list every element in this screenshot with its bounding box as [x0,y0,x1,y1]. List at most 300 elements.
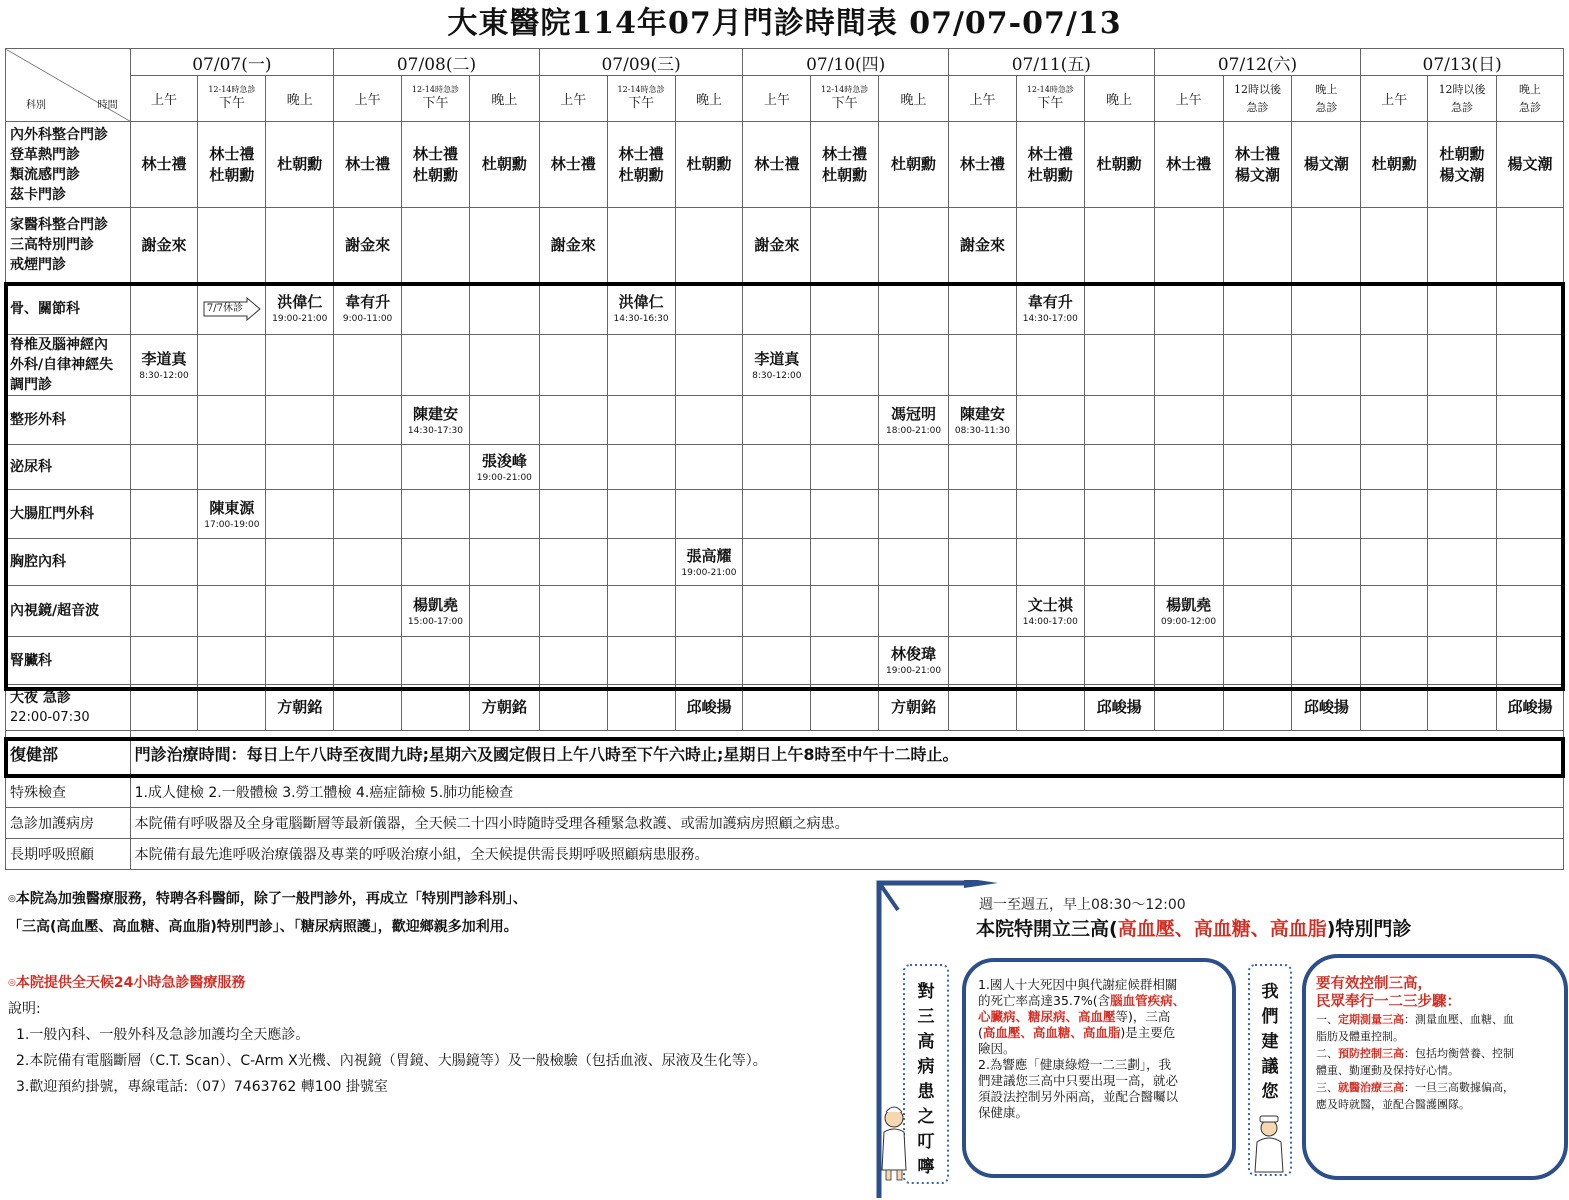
info-text: 1.成人健檢 2.一般體檢 3.勞工體檢 4.癌症篩檢 5.肺功能檢查 [130,777,1563,808]
schedule-cell [1223,490,1292,539]
doctor-name: 楊凱堯 [412,595,458,614]
schedule-cell [539,283,607,335]
slot-evening-er [1497,76,1564,122]
risk-line-6: 2.為響應「健康綠燈一二三劃」，我 [978,1057,1172,1072]
schedule-cell [743,208,811,283]
info-row [6,808,1564,839]
slot-evening-label: 晚上 [1315,82,1338,96]
schedule-cell [879,539,949,586]
schedule-cell [1361,539,1428,586]
notes-intro [8,888,868,910]
slot-noon-er-note: 12-14時急診 [411,84,459,94]
explain-item-2: 2.本院備有電腦斷層（C.T. Scan）、C-Arm X光機、內視鏡（胃鏡、大腸鏡等）及一般檢驗（包括血液、尿液及生化等）。 [16,1053,767,1069]
schedule-cell [1497,685,1564,731]
schedule-cell [1154,396,1223,445]
slot-er-label: 急診 [1315,100,1338,114]
schedule-cell [1361,396,1428,445]
clinic-hours: 19:00-21:00 [272,314,328,324]
schedule-cell [198,490,266,539]
doctor-entry [1224,144,1292,186]
schedule-cell [1361,637,1428,685]
schedule-cell [607,396,675,445]
schedule-cell [198,637,266,685]
day-header-1: 07/08(二) [334,49,540,76]
schedule-cell [743,335,811,396]
schedule-cell [1016,637,1084,685]
schedule-cell [1084,396,1154,445]
doctor-entry [949,235,1016,256]
risk-line-4 [978,1025,1228,1041]
step-1-key: 定期測量三高 [1338,1013,1404,1026]
schedule-cell [1497,122,1564,208]
schedule-cell [1497,539,1564,586]
slot-after-noon-er [1428,76,1497,122]
department-name [6,396,131,445]
info-text: 本院備有最先進呼吸治療儀器及專業的呼吸治療小組，全天候提供需長期呼吸照顧病患服務。 [130,839,1563,870]
schedule-cell [198,539,266,586]
doctor-entry [676,154,743,175]
rehab-row [6,731,1564,777]
slot-evening-label: 晚上 [1519,82,1541,96]
schedule-row [6,586,1564,637]
schedule-cell [1016,586,1084,637]
doctor-name: 杜朝勳 [1439,144,1485,163]
step-2 [1316,1045,1556,1062]
department-name-line: 大夜 急診 [10,689,71,706]
slot-morning: 上午 [334,76,402,122]
risk-line-7: 們建議您三高中只要出現一高，就必 [978,1073,1179,1088]
department-name-line: 脊椎及腦神經內 [10,337,108,353]
emergency-service-note [8,972,868,994]
department-name [6,208,131,283]
schedule-cell [402,685,470,731]
schedule-cell [469,396,539,445]
step-2-key: 預防控制三高 [1338,1047,1404,1060]
schedule-cell [1154,637,1223,685]
schedule-cell [1428,445,1497,490]
schedule-cell [1016,539,1084,586]
schedule-cell [1292,208,1361,283]
doctor-name: 方朝銘 [891,698,937,716]
step-3-cont: 應及時就醫，並配合醫護團隊。 [1316,1098,1470,1111]
schedule-cell [1016,445,1084,490]
doctor-entry [608,144,675,186]
risk-info-box [978,977,1228,1121]
doctor-name: 杜朝勳 [412,165,458,184]
schedule-cell [949,539,1017,586]
schedule-cell [539,637,607,685]
schedule-cell [1084,445,1154,490]
clinic-hours: 9:00-11:00 [342,314,393,324]
doctor-entry [131,154,198,175]
info-text: 本院備有呼吸器及全身電腦斷層等最新儀器，全天候二十四小時隨時受理各種緊急救護、或需加護病房照顧之病患。 [130,808,1563,839]
doctor-name: 韋有升 [345,293,391,311]
department-name [6,122,131,208]
schedule-cell [1361,208,1428,283]
schedule-cell [130,490,198,539]
schedule-cell [334,208,402,283]
step-1 [1316,1011,1556,1028]
doctor-entry [131,235,198,256]
clinic-hours: 8:30-12:00 [752,370,802,381]
schedule-cell [1497,208,1564,283]
schedule-cell [607,586,675,637]
step-2-num: 二、 [1316,1047,1338,1060]
info-label: 急診加護病房 [6,808,131,839]
bullet-icon: ◎ [8,978,16,988]
department-name-line: 外科/自律神經失 [10,357,114,373]
schedule-cell [1084,490,1154,539]
schedule-cell [539,539,607,586]
schedule-cell [1223,208,1292,283]
schedule-cell [402,335,470,396]
schedule-cell [1292,283,1361,335]
slot-afternoon-label: 下午 [831,95,858,111]
doctor-name: 林士禮 [550,155,596,173]
doctor-name: 張浚峰 [481,451,527,470]
doctor-entry [266,154,333,175]
doctor-name: 謝金來 [550,235,596,254]
department-name-line: 整形外科 [10,412,66,428]
schedule-cell [1361,122,1428,208]
slot-afternoon [607,76,675,122]
doctor-entry [1497,154,1563,175]
schedule-cell [1154,283,1223,335]
schedule-cell [743,586,811,637]
headline-pre: 本院特開立三高( [976,918,1118,940]
schedule-cell [879,445,949,490]
schedule-cell [949,445,1017,490]
schedule-cell [1223,122,1292,208]
closed-notice-text: 7/7休診 [206,302,243,314]
schedule-table [5,48,1564,870]
doctor-entry [879,404,948,437]
step-2-text: ：包括均衡營養、控制 [1404,1047,1514,1060]
doctor-name: 杜朝勳 [1096,155,1142,173]
schedule-cell [743,539,811,586]
schedule-cell [1428,637,1497,685]
schedule-cell [607,208,675,283]
schedule-cell [469,208,539,283]
department-name-line: 內外科整合門診 [10,126,108,143]
risk-line-4b: 高血壓、高血糖、高血脂 [982,1025,1121,1040]
schedule-row [6,490,1564,539]
schedule-cell [1084,335,1154,396]
three-highs-promo [876,880,1569,1200]
doctor-name: 邱峻揚 [1507,698,1553,716]
doctor-entry [879,697,948,718]
schedule-cell [1084,586,1154,637]
schedule-cell [1497,335,1564,396]
doctor-name: 韋有升 [1027,293,1073,311]
doctor-entry [949,154,1016,175]
schedule-cell [607,490,675,539]
schedule-cell [949,685,1017,731]
schedule-cell [607,335,675,396]
schedule-cell [949,283,1017,335]
slot-afternoon-label: 下午 [628,95,655,111]
schedule-cell [1497,490,1564,539]
doctor-name: 林士禮 [754,155,800,173]
doctor-name: 楊文潮 [1234,165,1280,184]
slot-noon-er-note: 12-14時急診 [821,84,869,94]
doctor-entry [1155,154,1223,175]
day-header-5: 07/12(六) [1154,49,1361,76]
doctor-name: 杜朝勳 [891,155,937,173]
doctor-entry [402,144,469,186]
doctor-entry [949,404,1016,437]
doctor-name: 文士祺 [1027,595,1073,614]
doctor-entry [1017,292,1084,325]
schedule-cell [949,490,1017,539]
schedule-cell [1497,586,1564,637]
schedule-cell [539,122,607,208]
schedule-cell [1428,335,1497,396]
step-3 [1316,1079,1556,1096]
schedule-row [6,637,1564,685]
schedule-cell [130,396,198,445]
schedule-cell [539,586,607,637]
doctor-name: 林士禮 [141,155,187,173]
closed-notice [203,297,261,321]
schedule-cell [1016,335,1084,396]
schedule-cell [607,283,675,335]
schedule-cell [334,335,402,396]
schedule-row [6,122,1564,208]
schedule-cell [266,637,334,685]
doctor-entry [334,235,401,256]
clinic-hours: 15:00-17:00 [407,616,464,627]
schedule-cell [811,283,879,335]
schedule-cell [402,539,470,586]
schedule-cell [1223,283,1292,335]
schedule-cell [607,122,675,208]
corner-time-label: 時間 [97,100,118,111]
schedule-cell [743,490,811,539]
schedule-cell [198,396,266,445]
step-1-text: ：測量血壓、血糖、血 [1404,1013,1514,1026]
doctor-name: 邱峻揚 [686,698,732,716]
slot-afternoon [402,76,470,122]
schedule-cell [1428,283,1497,335]
department-name [6,685,131,731]
doctor-name: 杜朝勳 [618,165,664,184]
doctor-name: 邱峻揚 [1096,698,1142,716]
doctor-name: 陳建安 [412,404,458,423]
schedule-cell [675,490,743,539]
schedule-cell [1292,445,1361,490]
doctor-name: 林士禮 [209,144,255,163]
doctor-entry [198,144,265,186]
schedule-cell [334,445,402,490]
doctor-entry [266,292,333,325]
slot-noon-er-note: 12-14時急診 [208,84,256,94]
slot-evening: 晚上 [675,76,743,122]
clinic-hours: 09:00-12:00 [1161,616,1217,627]
schedule-cell [402,122,470,208]
doctor-entry [879,154,948,175]
schedule-cell [607,539,675,586]
doctor-name: 杜朝勳 [686,155,732,173]
doctor-entry [1155,595,1223,628]
schedule-cell [1154,539,1223,586]
schedule-cell [1016,685,1084,731]
schedule-cell [266,685,334,731]
day-header-2: 07/09(三) [539,49,743,76]
doctor-name: 杜朝勳 [277,155,323,173]
schedule-cell [811,445,879,490]
schedule-cell [1016,490,1084,539]
doctor-entry [1085,154,1154,175]
schedule-cell [1223,539,1292,586]
doctor-name: 李道真 [754,349,800,368]
clinic-hours: 08:30-11:30 [954,425,1010,436]
doctor-name: 杜朝勳 [1371,155,1417,173]
schedule-cell [266,283,334,335]
notes-line-2: 「三高(高血壓、高血糖、高血脂)特別門診」、「糖尿病照護」，歡迎鄉親多加利用。 [8,919,518,935]
schedule-cell [334,490,402,539]
doctor-name: 李道真 [141,349,187,368]
risk-line-2a: 的死亡率高達35.7%(含 [978,993,1111,1008]
schedule-cell [879,685,949,731]
schedule-cell [469,122,539,208]
department-name-line: 泌尿科 [10,459,52,475]
explain-title: 說明: [8,1001,41,1017]
doctor-entry [879,644,948,677]
doctor-entry [1497,697,1563,718]
schedule-cell [402,490,470,539]
schedule-cell [1084,685,1154,731]
department-name-line: 骨、關節科 [10,300,80,317]
slot-morning: 上午 [539,76,607,122]
slot-header-row [6,76,1564,122]
slot-morning: 上午 [1154,76,1223,122]
schedule-cell [879,637,949,685]
schedule-cell [1292,539,1361,586]
schedule-cell [879,283,949,335]
schedule-cell [811,208,879,283]
schedule-cell [1223,335,1292,396]
schedule-cell [469,637,539,685]
schedule-cell [130,283,198,335]
doctor-name: 陳東源 [209,498,255,517]
doctor-entry [676,546,743,579]
slot-morning: 上午 [1361,76,1428,122]
schedule-cell [675,208,743,283]
slot-noon-er-note: 12-14時急診 [1026,84,1074,94]
schedule-cell [539,490,607,539]
schedule-cell [1428,208,1497,283]
doctor-entry [198,498,265,531]
doctor-icon [1255,1116,1283,1172]
schedule-cell [539,208,607,283]
schedule-cell [539,396,607,445]
schedule-cell [949,335,1017,396]
schedule-cell [469,685,539,731]
schedule-cell [675,586,743,637]
schedule-cell [198,445,266,490]
doctor-name: 方朝銘 [277,698,323,716]
doctor-name: 楊凱堯 [1166,595,1212,614]
schedule-cell [1292,122,1361,208]
doctor-name: 林士禮 [1027,144,1073,163]
schedule-cell [334,539,402,586]
schedule-cell [1428,586,1497,637]
department-name-line: 大腸肛門外科 [10,506,94,522]
slot-er-label: 急診 [1519,100,1541,114]
department-name [6,335,131,396]
schedule-cell [743,637,811,685]
clinic-hours: 14:30-17:30 [407,425,464,436]
doctor-entry [402,595,469,628]
slot-afternoon-label: 下午 [1037,95,1064,111]
schedule-cell [675,539,743,586]
schedule-cell [1497,283,1564,335]
schedule-row [6,539,1564,586]
schedule-cell [1223,685,1292,731]
slot-evening: 晚上 [469,76,539,122]
headline-red: 高血壓、高血糖、高血脂 [1117,918,1327,940]
schedule-cell [949,396,1017,445]
step-3-num: 三、 [1316,1081,1338,1094]
department-name [6,283,131,335]
department-name-line: 調門診 [10,377,52,393]
schedule-cell [198,685,266,731]
schedule-cell [675,396,743,445]
slot-afternoon-label: 下午 [218,95,245,111]
schedule-cell [266,122,334,208]
steps-heading-1: 要有效控制三高， [1316,976,1432,992]
schedule-cell [198,586,266,637]
schedule-cell [1292,490,1361,539]
schedule-cell [1016,122,1084,208]
schedule-cell [334,685,402,731]
doctor-entry [743,349,810,382]
schedule-cell [402,208,470,283]
schedule-cell [1223,445,1292,490]
rehab-hours: 門診治療時間：每日上午八時至夜間九時;星期六及國定假日上午八時至下午六時止;星期日上午8時至中午十二時止。 [130,731,1563,777]
schedule-cell [811,396,879,445]
schedule-cell [266,396,334,445]
department-name-line: 登革熱門診 [10,146,80,163]
risk-line-4c: )是主要危 [1120,1025,1176,1040]
slot-afternoon [811,76,879,122]
schedule-cell [130,335,198,396]
info-row [6,777,1564,808]
schedule-cell [1292,586,1361,637]
schedule-cell [130,586,198,637]
schedule-cell [743,445,811,490]
department-name [6,539,131,586]
schedule-cell [1361,685,1428,731]
schedule-cell [1016,208,1084,283]
doctor-name: 楊文潮 [1303,155,1349,173]
schedule-cell [266,335,334,396]
doctor-name: 洪偉仁 [618,293,664,311]
schedule-cell [607,445,675,490]
clinic-hours: 19:00-21:00 [886,666,942,676]
schedule-cell [1428,539,1497,586]
schedule-row [6,208,1564,283]
risk-line-3a: 心臟病、糖尿病、高血壓 [978,1009,1116,1024]
schedule-cell [811,122,879,208]
rehab-label: 復健部 [6,731,131,777]
schedule-cell [811,586,879,637]
schedule-cell [1361,445,1428,490]
schedule-cell [1084,208,1154,283]
schedule-cell [1084,122,1154,208]
doctor-name: 林俊瑋 [891,645,937,663]
